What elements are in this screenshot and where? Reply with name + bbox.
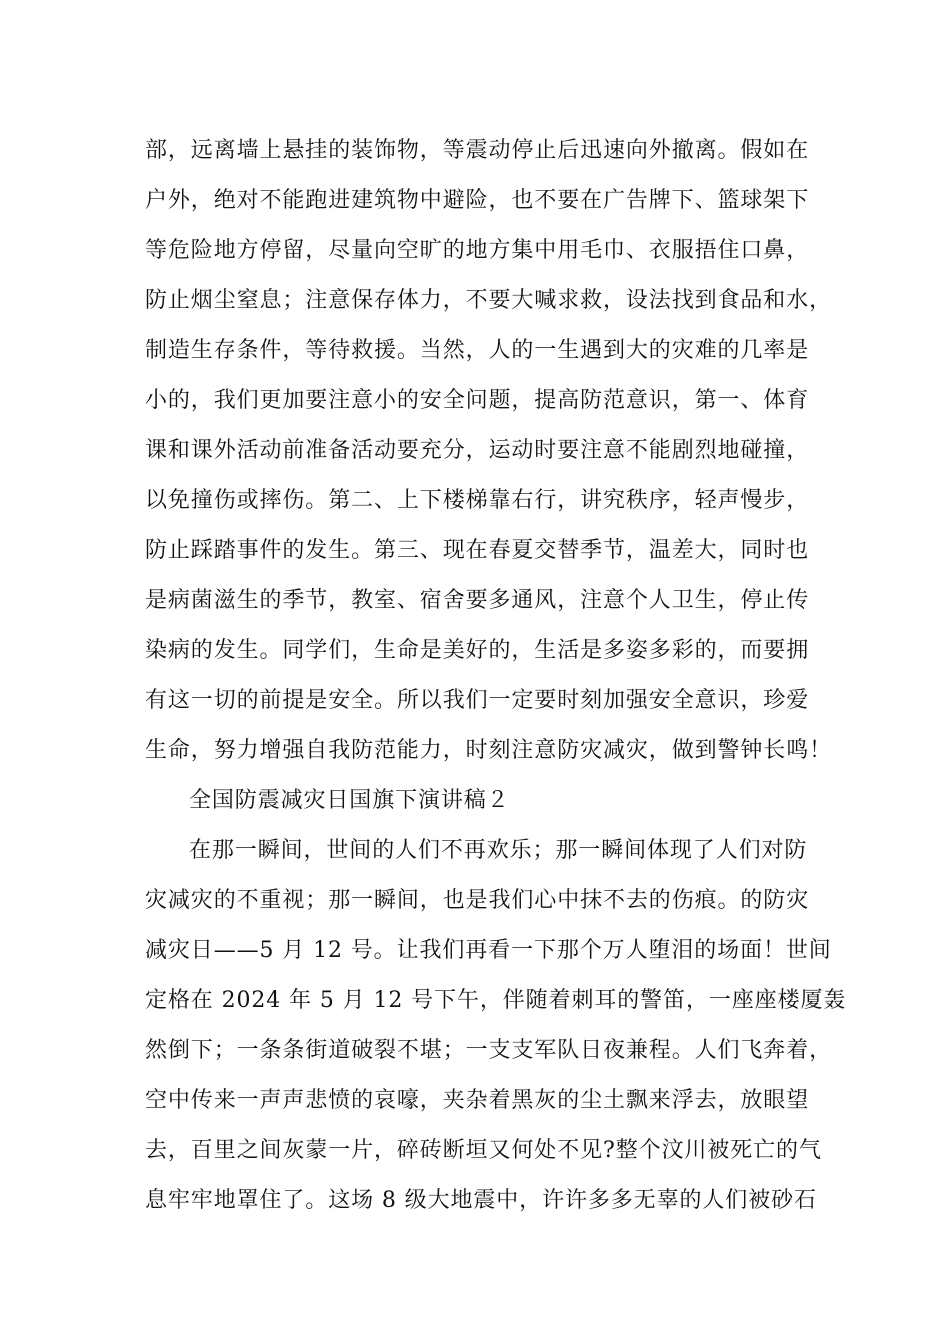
paragraph-line: 课和课外活动前准备活动要充分，运动时要注意不能剧烈地碰撞， xyxy=(145,438,810,463)
paragraph-line: 在那一瞬间，世间的人们不再欢乐；那一瞬间体现了人们对防 xyxy=(189,838,808,863)
section-heading: 全国防震减灾日国旗下演讲稿２ xyxy=(189,788,510,813)
paragraph-line: 部，远离墙上悬挂的装饰物，等震动停止后迅速向外撤离。假如在 xyxy=(145,138,810,163)
paragraph-line: 定格在 2024 年 5 月 12 号下午，伴随着刺耳的警笛，一座座楼厦轰 xyxy=(145,988,847,1013)
paragraph-line: 户外，绝对不能跑进建筑物中避险，也不要在广告牌下、篮球架下 xyxy=(145,188,810,213)
paragraph-line: 空中传来一声声悲愤的哀嚎，夹杂着黑灰的尘土飘来浮去，放眼望 xyxy=(145,1088,810,1113)
paragraph-line: 息牢牢地罩住了。这场 8 级大地震中，许许多多无辜的人们被砂石 xyxy=(145,1188,817,1213)
paragraph-line: 防止踩踏事件的发生。第三、现在春夏交替季节，温差大，同时也 xyxy=(145,538,810,563)
paragraph-line: 然倒下；一条条街道破裂不堪；一支支军队日夜兼程。人们飞奔着， xyxy=(145,1038,833,1063)
paragraph-line: 是病菌滋生的季节，教室、宿舍要多通风，注意个人卫生，停止传 xyxy=(145,588,810,613)
paragraph-line: 小的，我们更加要注意小的安全问题，提高防范意识，第一、体育 xyxy=(145,388,810,413)
paragraph-line: 防止烟尘窒息；注意保存体力，不要大喊求救，设法找到食品和水， xyxy=(145,288,833,313)
paragraph-line: 有这一切的前提是安全。所以我们一定要时刻加强安全意识，珍爱 xyxy=(145,688,810,713)
paragraph-line: 生命，努力增强自我防范能力，时刻注意防灾减灾，做到警钟长鸣！ xyxy=(145,738,833,763)
paragraph-line: 以免撞伤或摔伤。第二、上下楼梯靠右行，讲究秩序，轻声慢步， xyxy=(145,488,810,513)
paragraph-line: 减灾日——5 月 12 号。让我们再看一下那个万人堕泪的场面！世间 xyxy=(145,938,832,963)
paragraph-line: 灾减灾的不重视；那一瞬间，也是我们心中抹不去的伤痕。的防灾 xyxy=(145,888,810,913)
paragraph-line: 染病的发生。同学们，生命是美好的，生活是多姿多彩的，而要拥 xyxy=(145,638,810,663)
paragraph-line: 制造生存条件，等待救援。当然，人的一生遇到大的灾难的几率是 xyxy=(145,338,810,363)
paragraph-line: 等危险地方停留，尽量向空旷的地方集中用毛巾、衣服捂住口鼻， xyxy=(145,238,810,263)
paragraph-line: 去，百里之间灰蒙一片，碎砖断垣又何处不见?整个汶川被死亡的气 xyxy=(145,1138,822,1163)
